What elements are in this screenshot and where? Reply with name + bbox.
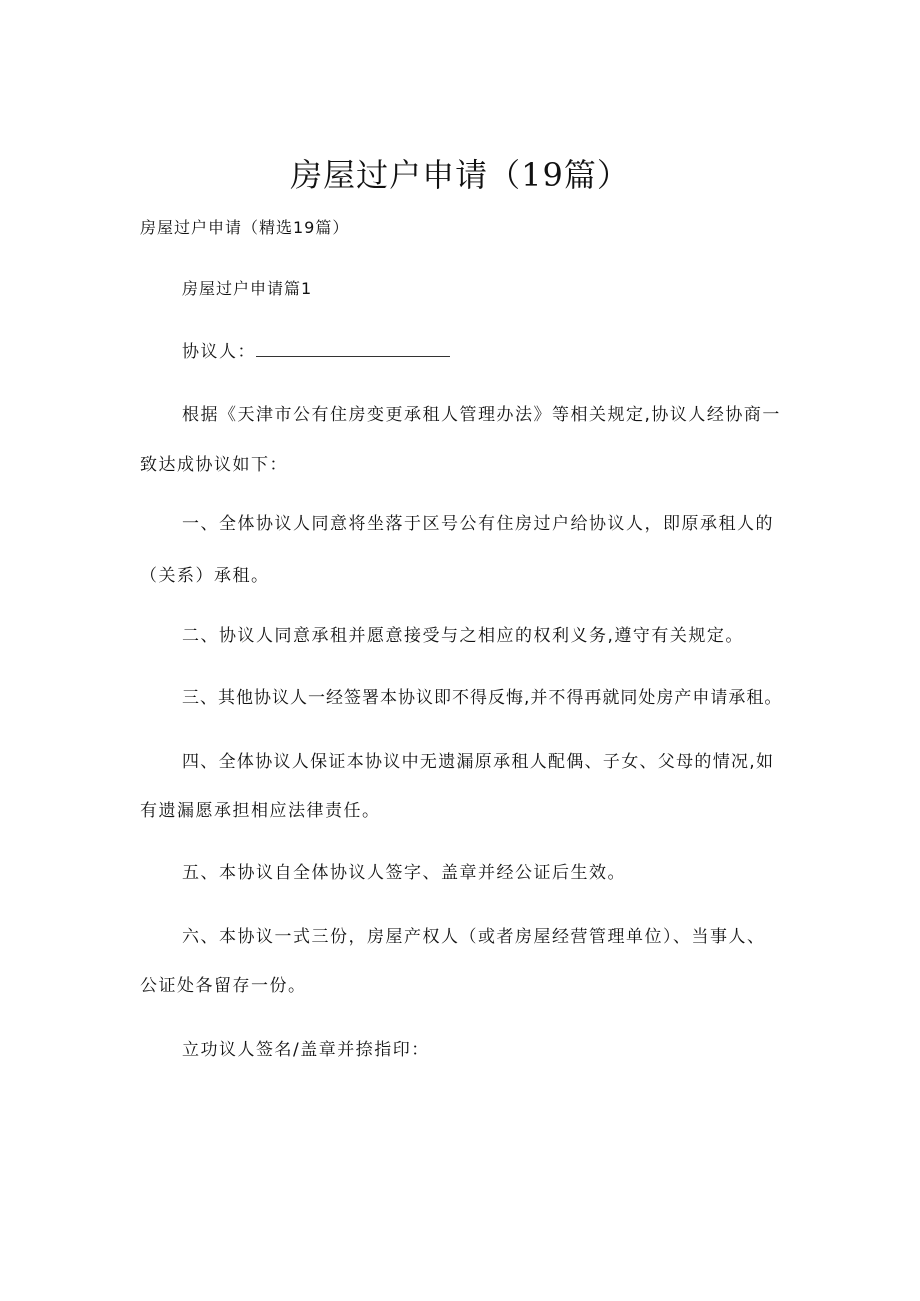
paragraph-line: 有遗漏愿承担相应法律责任。 [140,801,381,821]
party-line [182,339,450,364]
paragraph-line: 致达成协议如下： [140,455,288,475]
section-heading: 房屋过户申请篇1 [182,279,313,298]
paragraph-line: 五、本协议自全体协议人签字、盖章并经公证后生效。 [182,863,626,883]
signature-line: 立功议人签名/盖章并捺指印： [182,1040,430,1060]
paragraph-line: 三、其他协议人一经签署本协议即不得反悔,并不得再就同处房产申请承租。 [182,688,783,708]
paragraph-line: 六、本协议一式三份，房屋产权人（或者房屋经营管理单位）、当事人、 [182,927,766,947]
paragraph-line: 四、全体协议人保证本协议中无遗漏原承租人配偶、子女、父母的情况,如 [182,752,775,772]
paragraph-line: 公证处各留存一份。 [140,976,307,996]
document-title: 房屋过户申请（19篇） [290,156,630,194]
paragraph-line: （关系）承租。 [140,566,270,586]
paragraph-line: 二、协议人同意承租并愿意接受与之相应的权利义务,遵守有关规定。 [182,626,744,646]
paragraph-line: 根据《天津市公有住房变更承租人管理办法》等相关规定,协议人经协商一 [182,405,781,425]
paragraph-line: 一、全体协议人同意将坐落于区号公有住房过户给协议人，即原承租人的 [182,514,774,534]
document-subtitle: 房屋过户申请（精选19篇） [140,218,350,237]
party-label: 协议人： [182,342,256,362]
party-blank-line [256,339,450,357]
